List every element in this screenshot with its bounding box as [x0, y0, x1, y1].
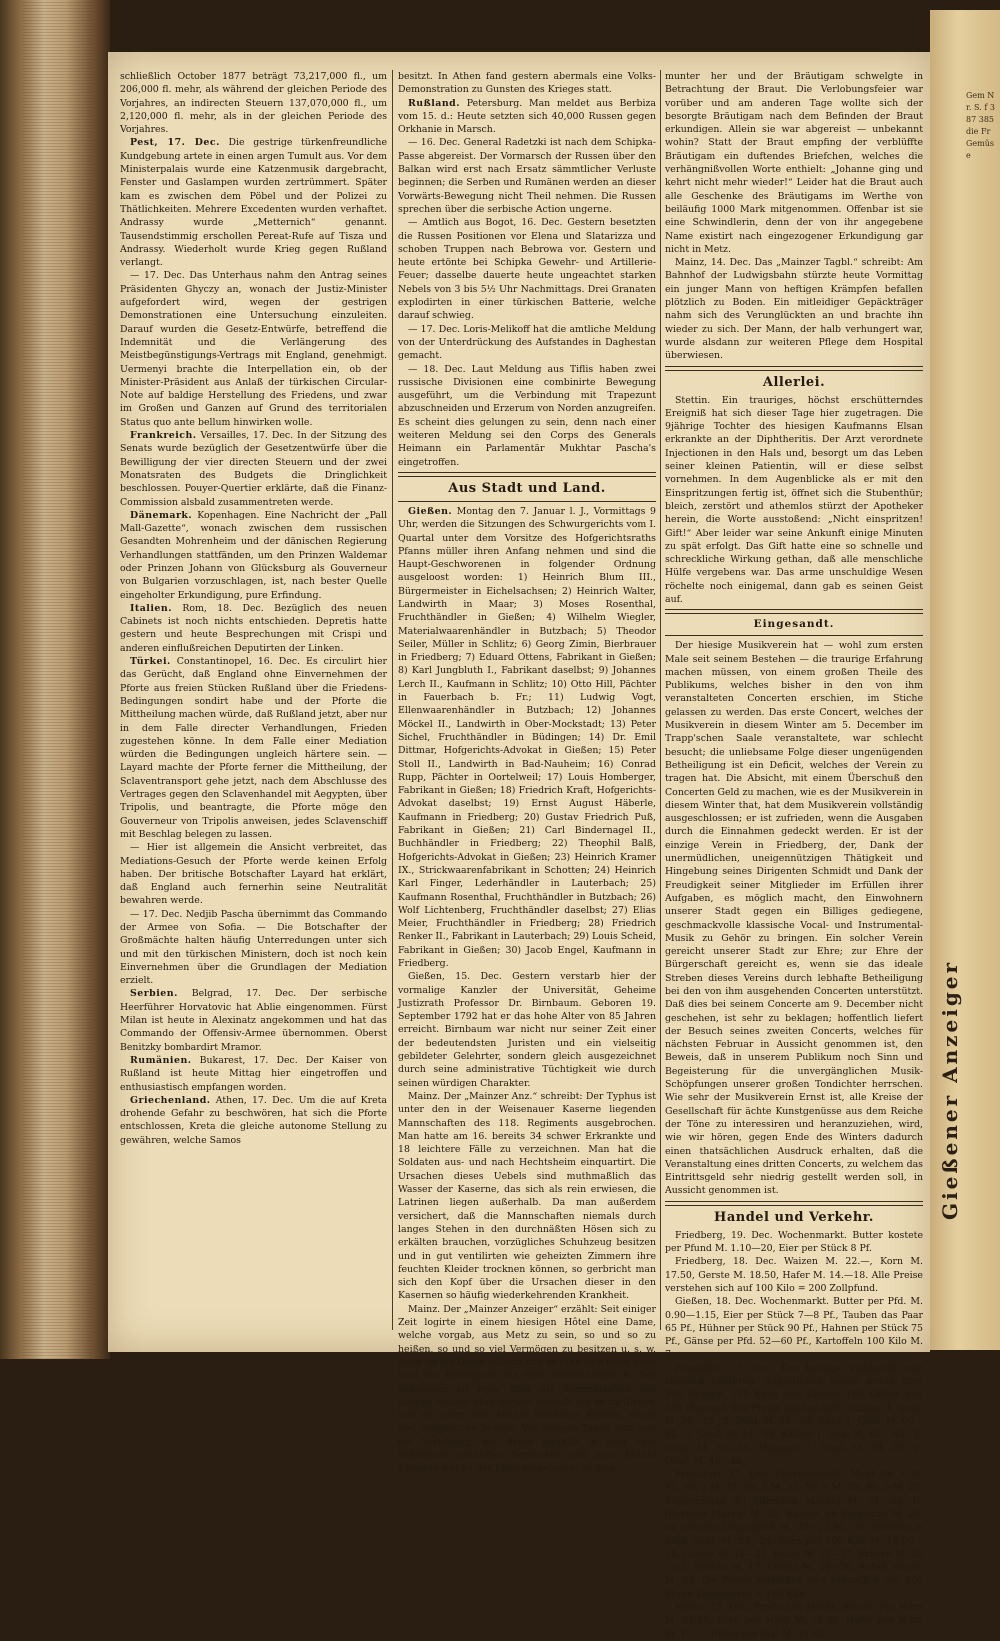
article-text: Montag den 7. Januar l. J., Vormittags 9 Uhr, werden die Sitzungen des Schwurgerichts vom I. Quartal unter dem Vorsitze des Hofgerichtsraths Pfanns müller ihren Anfang nehmen und sind die Haupt-Geschworenen in folgender Ordnung ausgeloost worden: 1) Heinrich Blum III., Bürgermeister in Eichelsachsen; 2) Heinrich Walter, Landwirth in Maar; 3) Moses Rosenthal, Fruchthändler in Gießen; 4) Wilhelm Wiegler, Materialwaarenhändler in Butzbach; 5) Theodor Seiler, Müller in Schlitz; 6) Georg Zimin, Bierbrauer in Friedberg; 7) Eduard Ottens, Fabrikant in Gießen; 8) Karl Jungbluth I., Fabrikant daselbst; 9) Johannes Lerch II., Kaufmann in Schlitz; 10) Otto Hill, Pächter in Fauerbach b. Fr.; 11) Ludwig Vogt, Ellenwaarenhändler in Butzbach; 12) Johannes Möckel II., Landwirth in Ober-Mockstadt; 13) Peter Sichel, Fruchthändler in Büdingen; 14) Dr. Emil Dittmar, Hofgerichts-Advokat in Gießen; 15) Peter Stoll II., Landwirth in Bad-Nauheim; 16) Conrad Rupp, Pächter in Oortelweil; 17) Louis Homberger, Fabrikant in Gießen; 18) Friedrich Kraft, Hofgerichts-Advokat daselbst; 19) Ernst August Häberle, Kaufmann in Friedberg; 20) Gustav Friedrich Puß, Fabrikant in Gießen; 21) Carl Bindernagel II., Buchhändler in Friedberg; 22) Theophil Balß, Hofgerichts-Advokat in Gießen; 23) Heinrich Kramer IX., Strickwaarenfabrikant in Schotten; 24) Heinrich Karl Finger, Lederhändler in Lauterbach; 25) Kaufmann Rosenthal, Fruchthändler in Butzbach; 26) Wolf Lichtenberg, Fruchthändler daselbst; 27) Elias Meier, Fruchthändler in Friedberg; 28) Friedrich Renker II., Fabrikant in Lauterbach; 29) Louis Scheid, Fabrikant in Gießen; 30) Jacob Engel, Kaufmann in Friedberg.: [398, 505, 656, 969]
article-text: Kopenhagen. Eine Nachricht der „Pall Mall-Gazette“, wonach zwischen dem russischen Gesandten Mohrenheim und der dänischen Regierung Verhandlungen stattfänden, um den Prinzen Waldemar oder Prinzen Johann von Glücksburg als Gouverneur von Bulgarien vorzuschlagen, ist, nach bester Quelle eingeholter Erkundigung, pure Erfindung.: [120, 509, 387, 601]
article-paragraph: Mainz. Der „Mainzer Anz.“ schreibt: Der Typhus ist unter den in der Weisenauer Kaserne liegenden Mannschaften des 118. Regiments ausgebrochen. Man hatte am 16. bereits 34 schwer Erkrankte und 18 leichtere Fälle zu verzeichnen. Man hat die Soldaten aus- und nach Hechtsheim einquartirt. Die Ursachen dieses Uebels sind muthmaßlich das Wasser der Kaserne, das sich als rein erwiesen, die Latrinen liegen außerhalb. Da man außerdem versichert, daß die Mannschaften niemals durch langes Stehen in den durchnäßten Hösen sich zu erkälten brauchen, vorzügliches Schuhzeug besitzen und in gut ventilirten wie geheizten Zimmern ihre feuchten Kleider trocknen können, so gerbricht man sich den Kopf über die Ursachen dieser in den Kasernen so häufig wiederkehrenden Krankheit.: [398, 1090, 656, 1302]
article-paragraph: [120, 602, 387, 655]
market-report: Frankfurt, 17. Dec. Der heutige Viehmarkt war ziemlich befahren. Angetrieben waren etwas über 300 Ochsen, 130 Kühe und Rinder, 190 Kälber und 500 Hammel. Die Preise stellten sich: Ochsen 1. Qual. M. 70—72., 2. Qual. M. 66—68. Kühe 1. Qual. M. 60—62., 2. Qual. M. 54—56. Kälber 1. Qua. M. 60.—63., 2. Qual. M. 52—54. Hammel 1. Qual. M. 54—56, 2. Qual. M. 46—48.: [665, 1362, 923, 1467]
country-heading: Griechenland.: [130, 1094, 211, 1106]
article-paragraph: Mainz. Der „Mainzer Anzeiger“ erzählt: Seit einiger Zeit logirte in einem hiesigen Hôtel eine Dame, welche vorgab, aus Metz zu sein, so und so zu heißen, so und so viel Vermögen zu besitzen u. s. w. Auch ist die Dame hübsch und so fand sich denn auch bald ein Bräutigam aus dem benachbarten B. Der Bräutigam ist zwar über die Sommerfalten des Lebens hinaus; aber gerade deshalb um so zärtlicher, was er durch den Ankauf kostbarer Kleider, Ringe und dergleichen bewies. Vor einigen Tagen nun war die Verlobung, die Braut strahlte in dem vom Bräutigam gekauften Schmucke und eine Anzahl Freunde war zu der Feier eingeladen; es ging: [398, 1303, 656, 1475]
section-rule: [665, 1201, 923, 1206]
column-3: [665, 70, 923, 1640]
article-paragraph: Stettin. Ein trauriges, höchst erschütterndes Ereigniß hat sich dieser Tage hier zugetragen. Die 9jährige Tochter des hiesigen Kaufmanns Elsan erkrankte an der Diphtheritis. Der Arzt verordnete Injectionen in den Hals und, besorgt um das Leben seiner kleinen Patientin, will er diese selbst vornehmen. In dem Augenblicke als er mit den Einspritzungen fertig ist, öffnet sich die Stubenthür; bleich, zerstört und athemlos stürzt der Apotheker herein, die Worte ausstoßend: „Nicht einspritzen! Gift!“ Aber leider war seine Ankunft einige Minuten zu spät erfolgt. Das Gift hatte eine so schnelle und schreckliche Wirkung gethan, daß alle menschliche Hülfe vergebens war. Das arme unschuldige Wesen röchelte noch einigemal, dann gab es seinen Geist auf.: [665, 394, 923, 605]
country-heading: Rußland.: [408, 97, 461, 109]
article-text: Athen, 17. Dec. Um die auf Kreta drohende Gefahr zu beschwören, hat sich die Pforte entschlossen, Kreta die gleiche autonome Stellung zu gewähren, welche Samos: [120, 1094, 388, 1146]
article-paragraph: — Amtlich aus Bogot, 16. Dec. Gestern besetzten die Russen Positionen vor Elena und Slatarizza und schoben Truppen nach Bebrowa vor. Gestern und heute ertönte bei Schipka Gewehr- und Artillerie-Feuer; dasselbe dauerte heute ungeachtet starken Nebels von 3 bis 5½ Uhr Nachmittags. Drei Granaten explodirten in einer türkischen Batterie, welche darauf schwieg.: [398, 217, 656, 322]
column-rule: [392, 70, 393, 1330]
market-report: Friedberg, 19. Dec. Wochenmarkt. Butter kostete per Pfund M. 1.10—20, Eier per Stück 8 Pf.: [665, 1229, 923, 1255]
article-paragraph: — Hier ist allgemein die Ansicht verbreitet, das Mediations-Gesuch der Pforte werde keinen Erfolg haben. Der britische Botschafter Layard hat erklärt, daß England auch fernerhin seine Neutralität bewahren werde.: [120, 842, 387, 907]
section-heading: Allerlei.: [762, 374, 826, 390]
article-paragraph: [120, 509, 387, 602]
article-paragraph: Gießen, 15. Dec. Gestern verstarb hier der vormalige Kanzler der Universität, Geheime Justizrath Professor Dr. Birnbaum. Geboren 19. September 1792 hat er das hohe Alter von 85 Jahren erreicht. Birnbaum war nicht nur seiner Zeit einer der bedeutendsten Juristen und ein vielseitig gebildeter Gelehrter, sondern gleich ausgezeichnet durch seine administrative Tüchtigkeit wie durch seinen würdigen Charakter.: [398, 971, 656, 1089]
market-report: Friedberg, 18. Dec. Waizen M. 22.—, Korn M. 17.50, Gerste M. 18.50, Hafer M. 14.—18. Alle Preise verstehen sich auf 100 Kilo = 200 Zollpfund.: [665, 1256, 923, 1294]
country-heading: Dänemark.: [130, 509, 193, 521]
country-heading: Serbien.: [130, 988, 178, 1000]
article-paragraph: [398, 97, 656, 137]
article-text: Die gestrige türkenfreundliche Kundgebung artete in einen argen Tumult aus. Vor dem Ministerpalais wurde eine Katzenmusik dargebracht, Fenster und Gaslampen wurden zertrümmert. Später kam es zwischen dem Pöbel und der Polizei zu Thätlichkeiten. Mehrere Excedenten wurden verhaftet. Andrassy wurde „Metternich“ genannt. Tausendstimmig erschollen Pereat-Rufe auf Tisza und Andrassy. Wiederholt wurde Krieg gegen Rußland verlangt.: [120, 137, 387, 269]
article-text: Versailles, 17. Dec. In der Sitzung des Senats wurde bezüglich der Gesetzentwürfe über die Bewilligung der vier directen Steuern und der zwei Monatsraten des Budgets die Dringlichkeit beschlossen. Pouyer-Quertier erklärte, daß die Finanz-Commission alsbald zusammentreten werde.: [120, 430, 387, 508]
dateline: Pest, 17. Dec.: [130, 137, 220, 149]
facing-page-masthead: Gießener Anzeiger: [938, 959, 962, 1220]
article-paragraph: Mainz, 14. Dec. Das „Mainzer Tagbl.“ schreibt: Am Bahnhof der Ludwigsbahn stürzte heute Vormittag ein junger Mann von heftigen Krämpfen befallen plötzlich zu Boden. Ein mitleidiger Gepäckträger nahm sich des Verunglückten an und brachte ihn wieder zu sich. Der Mann, der halb verhungert war, wurde alsdann zur weiteren Pflege dem Hospital überwiesen.: [665, 257, 923, 362]
section-rule: [665, 366, 923, 371]
country-heading: Frankreich.: [130, 430, 197, 442]
section-rule: [398, 501, 656, 502]
article-text: Rom, 18. Dec. Bezüglich des neuen Cabinets ist noch nichts entschieden. Depretis hatte gestern und heute Besprechungen mit Crispi und anderen einflußreichen Deputirten der Linken.: [120, 602, 388, 654]
section-heading: Aus Stadt und Land.: [448, 480, 606, 496]
dateline: Gießen.: [408, 505, 453, 517]
facing-page-fragments: Gem Nr. S. f 387 385 die Fr Gemüse: [966, 91, 995, 160]
article-paragraph: — 17. Dec. Loris-Melikoff hat die amtliche Meldung von der Unterdrückung des Aufstandes in Daghestan gemacht.: [398, 323, 656, 362]
article-paragraph: [120, 136, 387, 269]
article-paragraph: [120, 655, 387, 841]
facing-page-edge: [930, 10, 1000, 1350]
article-paragraph: — 17. Dec. Das Unterhaus nahm den Antrag seines Präsidenten Ghyczy an, wonach der Justiz-Minister aufgefordert wird, wegen der gestrigen Demonstrationen eine Untersuchung einzuleiten. Darauf wurden die Gesetz-Entwürfe, betreffend die Indemnität und die Verlängerung des Meistbegünstigungs-Vertrags mit England, genehmigt. Uermenyi brachte die Interpellation ein, ob der Minister-Präsident aus Anlaß der türkischen Circular-Note auf baldige Herstellung des Friedens, und zwar im Großen und Ganzen auf Grund des territorialen Status quo ante bellum hinwirken wolle.: [120, 270, 387, 428]
article-text: Bukarest, 17. Dec. Der Kaiser von Rußland ist heute Mittag hier eingetroffen und enthusiastisch empfangen worden.: [120, 1054, 387, 1093]
article-paragraph: [120, 987, 387, 1053]
article-paragraph: schließlich October 1877 beträgt 73,217,000 fl., um 206,000 fl. mehr, als während der gleichen Periode des Vorjahres, an indirecten Steuern 137,070,000 fl., um 2,120,000 fl. mehr, als in der gleichen Periode des Vorjahres.: [120, 71, 387, 136]
article-paragraph: — 18. Dec. Laut Meldung aus Tiflis haben zwei russische Divisionen eine combinirte Bewegung ausgeführt, um die Verbindung mit Trapezunt abzuschneiden und Erzerum von Norden anzugreifen. Es scheint dies gelungen zu sein, denn nach einer weiteren Meldung sei den Corps des Generals Heimann ein Parlamentär Mukhtar Pascha's eingetroffen.: [398, 363, 656, 468]
column-2: [398, 70, 656, 1475]
section-heading: Handel und Verkehr.: [714, 1209, 874, 1225]
country-heading: Italien.: [130, 602, 172, 614]
article-paragraph: besitzt. In Athen fand gestern abermals eine Volks-Demonstration zu Gunsten des Krieges statt.: [398, 71, 656, 96]
article-paragraph: [120, 1094, 387, 1147]
article-text: Belgrad, 17. Dec. Der serbische Heerführer Horvatovic hat Ablie eingenommen. Fürst Milan ist heute in Alexinatz angekommen und hat das Commando der Offensiv-Armee übernommen. Oberst Benitzky bombardirt Mramor.: [120, 988, 387, 1053]
column-1: [120, 70, 387, 1340]
section-rule: [665, 609, 923, 614]
section-rule: [398, 472, 656, 477]
article-paragraph: — 17. Dec. Nedjib Pascha übernimmt das Commando der Armee von Sofia. — Die Botschafter der Großmächte halten häufig Unterredungen unter sich und mit den türkischen Ministern, doch ist noch kein Einvernehmen über die Grundlagen der Mediation erzielt.: [120, 908, 387, 987]
article-text: Constantinopel, 16. Dec. Es circulirt hier das Gerücht, daß England ohne Einvernehmen der Pforte aus freien Stücken Rußland über die Friedens-Bedingungen sondirt habe und der Pforte die Mittheilung machen würde, daß Rußland jetzt, aber nur in dem Falle directer Verhandlungen, Frieden zugestehen könne. In dem Falle einer Mediation würden die Bedingungen ungleich härtere sein. — Layard machte der Pforte ferner die Mittheilung, der Sclaventransport gehe jetzt, nach dem Abschlusse des Vertrages gegen den Sclavenhandel mit Aegypten, über Tripolis, und beantragte, die Pforte möge den Gouverneur von Tripolis anweisen, jedes Sclavenschiff mit Beschlag belegen zu lassen.: [120, 656, 388, 840]
country-heading: Türkei.: [130, 656, 171, 668]
market-report: Gießen, 18. Dec. Wochenmarkt. Butter per Pfd. M. 0.90—1.15, Eier per Stück 7—8 Pf., Tauben das Paar 65 Pf., Hühner per Stück 90 Pf., Hahnen per Stück 75 Pf., Gänse per Pfd. 52—60 Pf., Kartoffeln 100 Kilo M. 7.: [665, 1296, 923, 1361]
article-text: Petersburg. Man meldet aus Berbiza vom 15. d.: Heute setzten sich 40,000 Russen gegen Orkhanie in Marsch.: [398, 97, 656, 136]
article-paragraph: [120, 1054, 387, 1094]
book-binding: [0, 0, 110, 1359]
article-paragraph: [120, 429, 387, 509]
article-paragraph: [398, 505, 656, 970]
article-paragraph: Der hiesige Musikverein hat — wohl zum ersten Male seit seinem Bestehen — die traurige Erfahrung machen müssen, von einem großen Theile des Publikums, welches bisher in den von ihm veranstalteten Concerten erschien, im Stiche gelassen zu werden. Das erste Concert, welches der Musikverein in diesem Winter am 5. December im Trapp'schen Saale veranstaltete, war schlecht besucht; die unliebsame Folge dieser ungenügenden Betheiligung ist ein Deficit, welches der Verein zu tragen hat. Die Absicht, mit einem Überschuß den Concerten Geld zu machen, wie es der Musikverein in diesem Winter that, hat dem Musikverein vollständig ausgeschlossen; er ist zufrieden, wenn die Ausgaben durch die Einnahmen gedeckt werden. Er ist der einzige Verein in Friedberg, der, Dank der unermüdlichen, uneigennützigen Thätigkeit und Hingebung seines Dirigenten Schmidt und Dank der Freudigkeit seiner Mitglieder im Erfüllen ihrer Aufgaben, es möglich macht, den Einwohnern unserer Stadt gegen ein Billiges gediegene, geschmackvolle klassische Vocal- und Instrumental-Musik zu Gehör zu bringen. Ein solcher Verein gereicht unserer Stadt zur Ehre; zur Ehre der Bürgerschaft gereicht es, wenn sie das ideale Streben dieses Vereins durch lebhafte Betheiligung bei den von ihm ausgehenden Concerten unterstützt. Daß dies bei seinem Concerte am 9. December nicht geschehen, ist sehr zu beklagen; hoffentlich liefert der Besuch seines zweiten Concerts, welches für nächsten Februar in Aussicht genommen ist, den Beweis, daß in unserem Publikum noch Sinn und Begeisterung für die unvergänglichen Musik-Schöpfungen unserer großen Tondichter herrschen. Wie sehr der Musikverein Ernst ist, alle Kreise der Gesellschaft für ächte Kunstgenüsse aus dem Reiche der Töne zu interessiren und heranzuziehen, wird, wie wir hören, gegen Ende des Winters dadurch einen thatsächlichen Ausdruck erhalten, daß die Veranstaltung eines dritten Concerts, zu welchem das Eintrittsgeld sehr niedrig gestellt werden soll, in Aussicht genommen ist.: [665, 640, 923, 1197]
market-report: Frankfurt, 17. Dec. Fruchtbericht. Mehl Nr. 1 M. 41, Nr. 2 M. 37, Nr. 3 M. 33, Nr. 4 M. 29, Nr. 5 M. 23. Roggenmehl 0/1 (Berliner Marke) M. 24, do. II. (Berliner Marke) M. 20. Waizen, ab Bayrische M. 23, ab unserer Umgegend M. 22—22.50, do. fremder je nach Qual. M. 23—24. Korn per 100 Kilo M. 16.50—18. Gerste M. 18—21. Hafer M. 13—17. Erbsen M. 20—23. Wicken M. 17. Linsen M. 20—26. Rüböl, detail, M. 82. Die Preise verstehen sich sämmtlich per 200 Pfund Zollgewicht = 100 Kilo.: [665, 1469, 923, 1600]
article-paragraph: — 16. Dec. General Radetzki ist nach dem Schipka-Passe abgereist. Der Vormarsch der Russen über den Balkan wird erst nach Ersatz sämmtlicher Verluste beginnen; die Serben und Rumänen werden an dieser Vorwärts-Bewegung nicht Theil nehmen. Die Russen sprechen über die serbische Action ungerne.: [398, 137, 656, 215]
section-heading: Eingesandt.: [753, 618, 835, 631]
market-report: Mainz, 17. Dec. Producten-Markt. Waizen per März M. 21.45. Korn per März M. 15.30. Hafer per März M. 15.—. Rüböl per Mai M. 37.60.: [665, 1602, 923, 1640]
section-rule: [665, 635, 923, 636]
article-paragraph: munter her und der Bräutigam schwelgte in Betrachtung der Braut. Die Verlobungsfeier war vorüber und am anderen Tage wollte sich der besorgte Bräutigam nach dem Befinden der Braut erkundigen. Allein sie war abgereist — unbekannt wohin? Statt der Braut empfing der verblüffte Bräutigam ein duftendes Briefchen, welches die verhängnißvollen Worte enthielt: „Johanne ging und kehrt nicht mehr wieder!“ Leider hat die Braut auch alle Geschenke des Bräutigams im Werthe von beiläufig 1000 Mark mitgenommen. Offenbar ist sie eine Schwindlerin, denn der von ihr angegebene Name existirt nach eingezogener Erkundigung gar nicht in Metz.: [665, 71, 923, 255]
country-heading: Rumänien.: [130, 1054, 192, 1066]
newspaper-page: [108, 52, 930, 1640]
column-rule: [660, 70, 661, 1330]
